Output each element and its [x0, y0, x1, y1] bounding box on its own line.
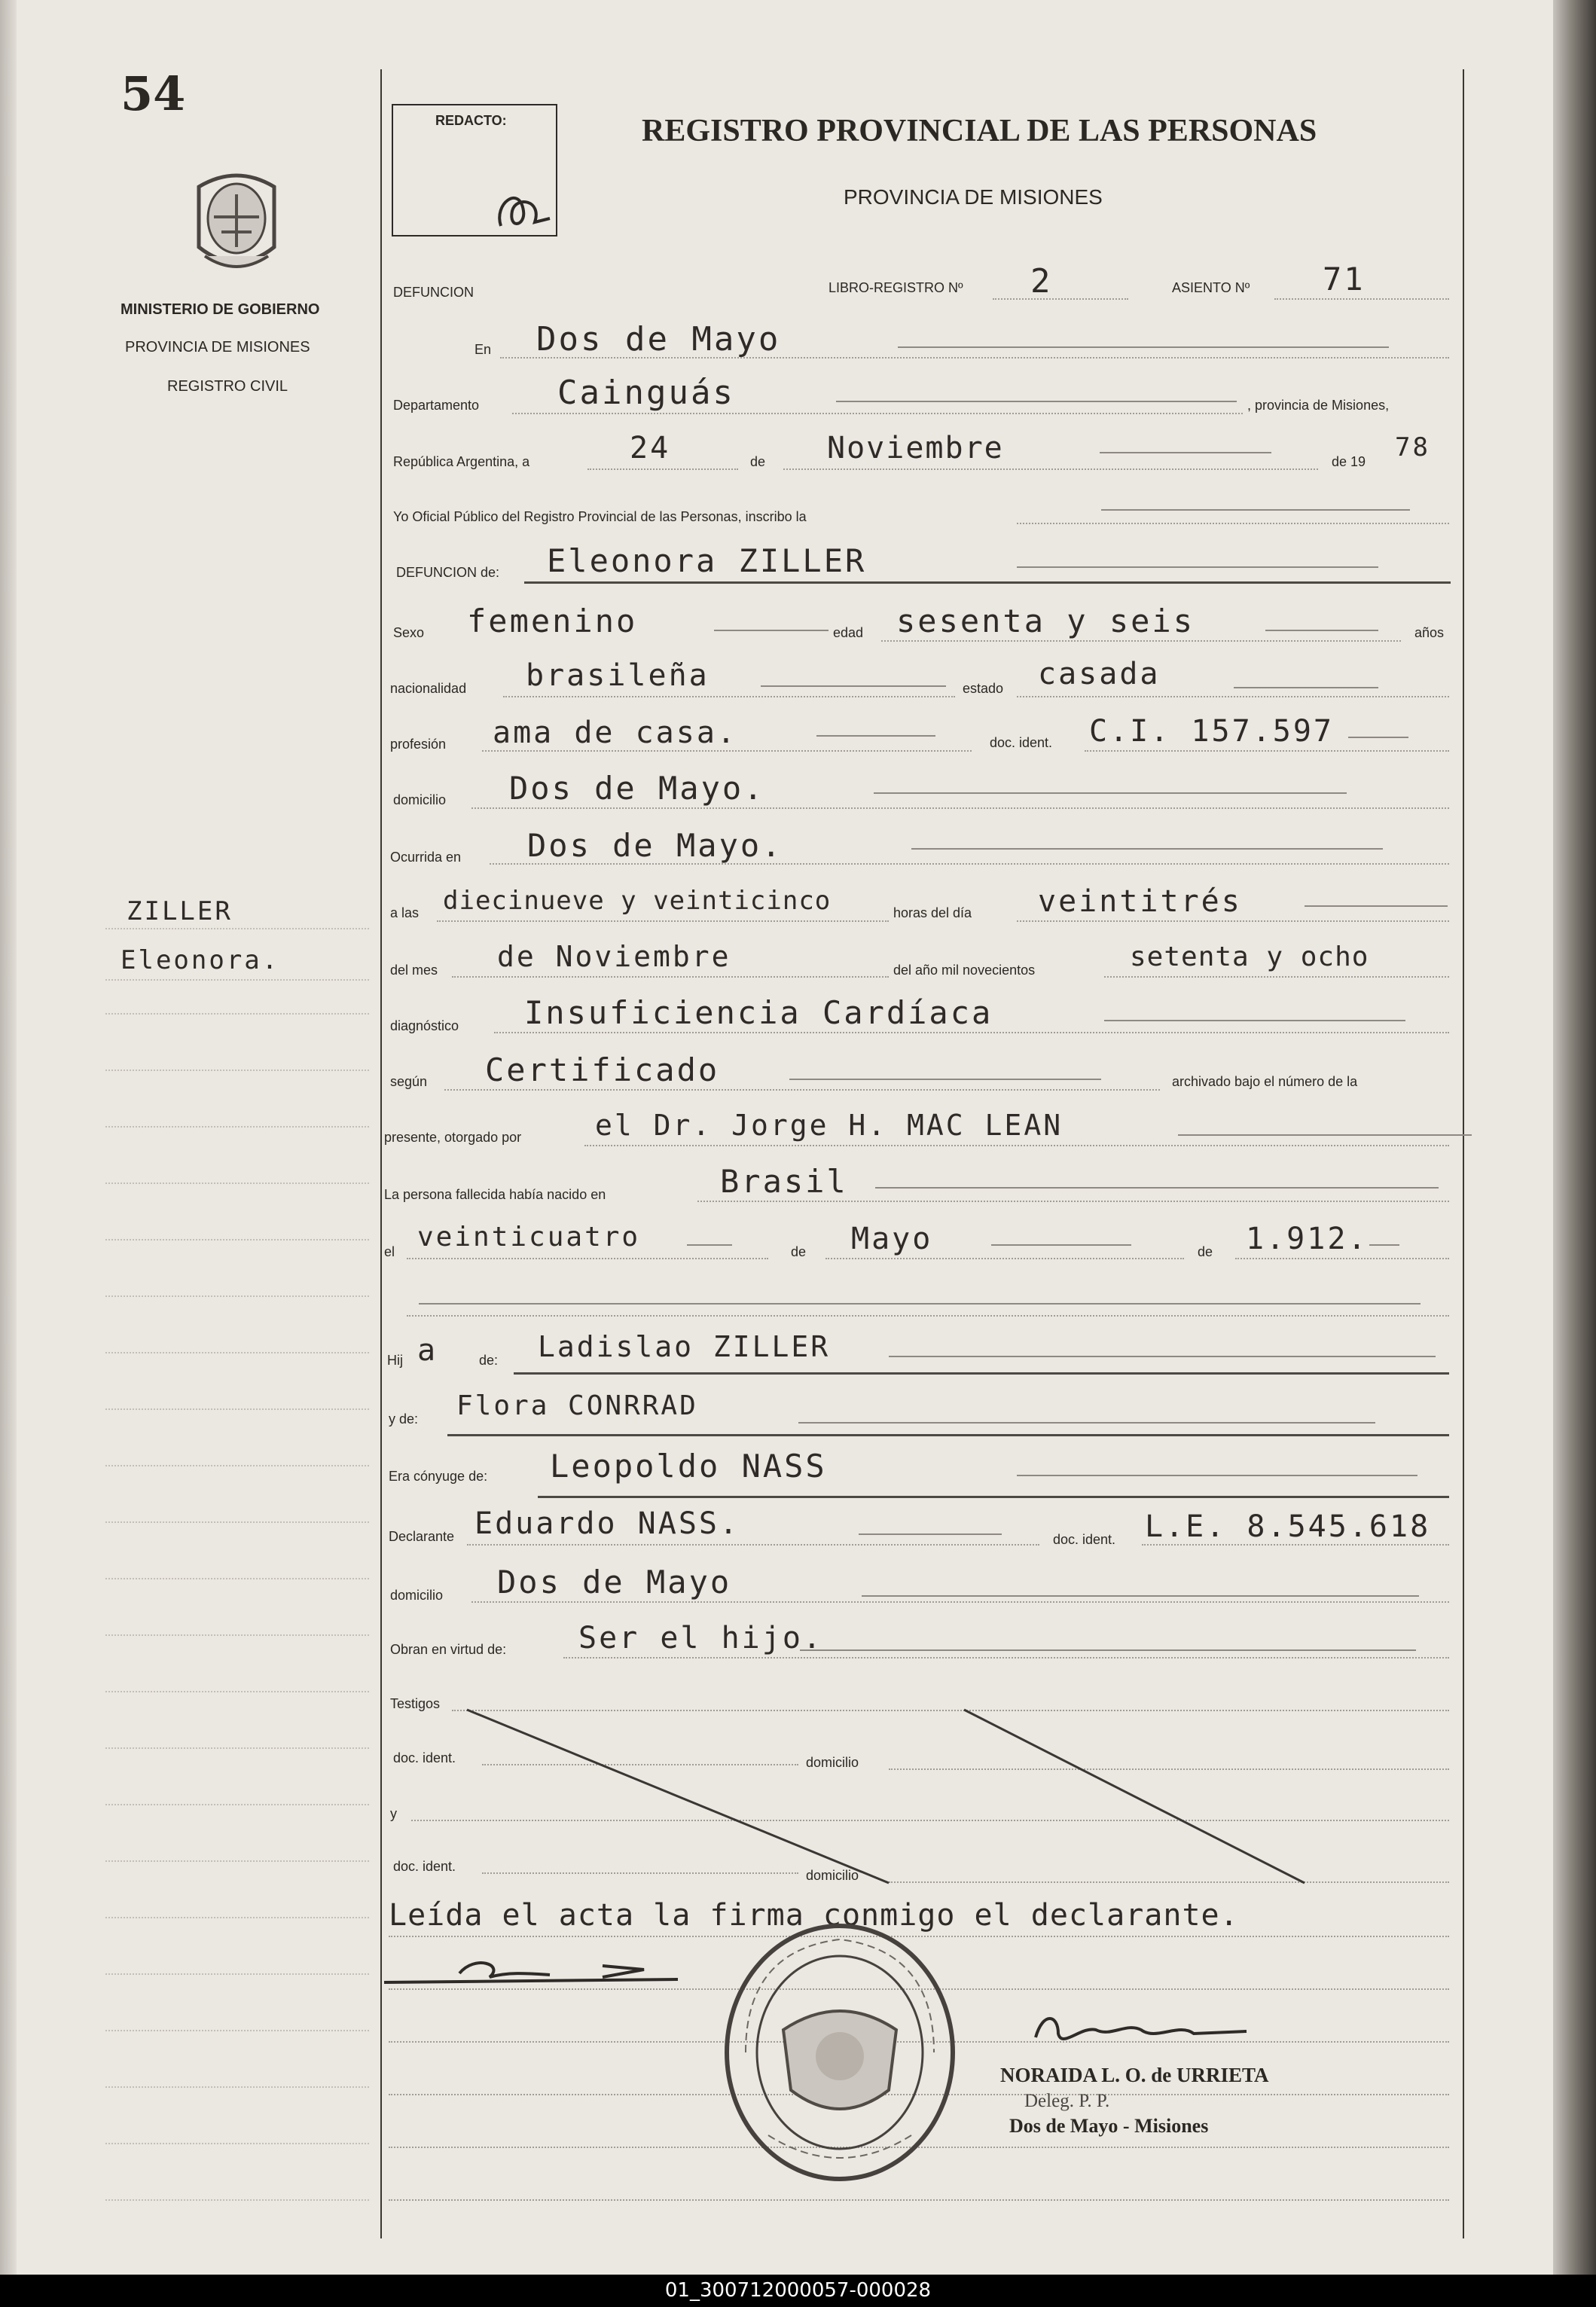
declarante-domicilio-value: Dos de Mayo	[497, 1564, 732, 1601]
mes-mid-label: del año mil novecientos	[893, 963, 1036, 978]
sexo-label: Sexo	[393, 625, 425, 640]
otorgado-value: el Dr. Jorge H. MAC LEAN	[595, 1109, 1063, 1142]
officer-place: Dos de Mayo - Misiones	[1009, 2115, 1209, 2137]
death-day: 24	[630, 431, 671, 465]
declarant-signature-icon	[377, 1943, 700, 1992]
declarante-label: Declarante	[389, 1529, 455, 1544]
mes-label: del mes	[390, 963, 438, 978]
libro-label: LIBRO-REGISTRO Nº	[829, 280, 963, 295]
testigos-y: y	[390, 1806, 397, 1821]
ministry-label: MINISTERIO DE GOBIERNO	[121, 301, 320, 318]
conyuge-label: Era cónyuge de:	[389, 1469, 488, 1484]
place-label: En	[475, 342, 492, 357]
place-value: Dos de Mayo	[536, 320, 781, 359]
testigo1-domicilio-label: domicilio	[806, 1755, 859, 1770]
testigos-label: Testigos	[390, 1696, 441, 1711]
official-seal-icon	[716, 1917, 964, 2192]
provincial-coat-of-arms-icon	[184, 164, 289, 285]
birth-day-words: veinticuatro	[417, 1222, 641, 1253]
asiento-value: 71	[1323, 261, 1366, 298]
year-label: de 19	[1332, 454, 1366, 469]
hora-label: a las	[390, 905, 420, 920]
act-type-label: DEFUNCION	[393, 285, 474, 300]
nac-de2: de	[1198, 1244, 1213, 1259]
birth-year: 1.912.	[1246, 1222, 1369, 1256]
redacto-initials-icon	[490, 181, 557, 245]
officer-name: NORAIDA L. O. de URRIETA	[1000, 2064, 1269, 2086]
doc-label: doc. ident.	[990, 735, 1053, 750]
estado-value: casada	[1038, 657, 1161, 691]
domicilio-label: domicilio	[393, 792, 447, 807]
deceased-name: Eleonora ZILLER	[547, 542, 867, 579]
profesion-label: profesión	[390, 737, 447, 752]
doc-value: C.I. 157.597	[1089, 714, 1334, 749]
declarante-domicilio-label: domicilio	[390, 1588, 444, 1603]
spouse-name: Leopoldo NASS	[550, 1448, 827, 1485]
nacionalidad-value: brasileña	[526, 658, 710, 693]
scan-reference-code: 01_300712000057-000028	[664, 2279, 932, 2302]
nacido-label: La persona fallecida había nacido en	[384, 1187, 606, 1202]
domicilio-value: Dos de Mayo.	[509, 770, 765, 807]
scan-footer	[0, 2275, 1596, 2307]
defuncion-de-label: DEFUNCION de:	[396, 565, 500, 580]
registry-subtitle: PROVINCIA DE MISIONES	[844, 185, 1103, 209]
edad-value: sesenta y seis	[896, 603, 1195, 639]
date-de: de	[750, 454, 766, 469]
hora-value: diecinueve y veinticinco	[443, 886, 832, 916]
libro-value: 2	[1030, 262, 1053, 301]
diagnostico-label: diagnóstico	[390, 1018, 459, 1033]
nacionalidad-label: nacionalidad	[390, 681, 467, 696]
hijo-de-label: de:	[479, 1353, 499, 1368]
declarante-doc-value: L.E. 8.545.618	[1145, 1509, 1431, 1544]
estado-label: estado	[963, 681, 1004, 696]
margin-name: Eleonora.	[121, 945, 280, 975]
form-left-border	[380, 69, 382, 2238]
redacto-label: REDACTO:	[435, 113, 507, 128]
inscribo-text: Yo Oficial Público del Registro Provincial de las Personas, inscribo la	[393, 509, 807, 524]
edad-suffix: años	[1414, 625, 1445, 640]
page-edge-shadow	[1553, 0, 1596, 2275]
departamento-suffix: , provincia de Misiones,	[1247, 398, 1390, 413]
officer-signature-icon	[1028, 2007, 1254, 2056]
hijo-gender-suffix: a	[417, 1333, 438, 1368]
closing-statement: Leída el acta la firma conmigo el declarante.	[389, 1898, 1239, 1933]
mes-value: de Noviembre	[497, 940, 731, 973]
sexo-value: femenino	[467, 603, 638, 639]
obran-label: Obran en virtud de:	[390, 1642, 507, 1657]
testigo2-domicilio-label: domicilio	[806, 1868, 859, 1883]
diagnostico-value: Insuficiencia Cardíaca	[524, 994, 993, 1031]
mother-name: Flora CONRRAD	[456, 1390, 698, 1421]
asiento-label: ASIENTO Nº	[1172, 280, 1250, 295]
nacido-value: Brasil	[720, 1163, 848, 1200]
hora-mid-label: horas del día	[893, 905, 972, 920]
ocurrida-value: Dos de Mayo.	[527, 827, 783, 864]
death-day-words: veintitrés	[1038, 884, 1242, 919]
testigo1-doc-label: doc. ident.	[393, 1750, 456, 1765]
departamento-value: Cainguás	[557, 374, 735, 412]
testigo2-doc-label: doc. ident.	[393, 1859, 456, 1874]
death-year-suffix: 78	[1395, 432, 1430, 462]
declarante-name: Eduardo NASS.	[475, 1506, 740, 1541]
book-binding	[0, 0, 17, 2275]
officer-title: Deleg. P. P.	[1024, 2091, 1110, 2111]
obran-value: Ser el hijo.	[578, 1621, 823, 1655]
margin-surname: ZILLER	[127, 896, 233, 926]
registry-label: REGISTRO CIVIL	[167, 378, 288, 395]
ocurrida-label: Ocurrida en	[390, 850, 462, 865]
father-name: Ladislao ZILLER	[538, 1330, 831, 1363]
death-month: Noviembre	[827, 431, 1004, 465]
hijo-label: Hij	[387, 1353, 403, 1368]
nac-de1: de	[791, 1244, 807, 1259]
nac-el-label: el	[384, 1244, 395, 1259]
declarante-doc-label: doc. ident.	[1053, 1532, 1116, 1547]
segun-label: según	[390, 1074, 428, 1089]
form-right-border	[1463, 69, 1464, 2238]
death-year-words: setenta y ocho	[1130, 941, 1369, 972]
segun-suffix: archivado bajo el número de la	[1172, 1074, 1358, 1089]
witness-void-lines	[452, 1695, 1356, 1902]
profesion-value: ama de casa.	[493, 716, 737, 750]
page-number: 54	[121, 66, 186, 121]
province-label: PROVINCIA DE MISIONES	[125, 339, 310, 356]
madre-label: y de:	[389, 1411, 419, 1427]
birth-month: Mayo	[851, 1222, 933, 1256]
date-label: República Argentina, a	[393, 454, 530, 469]
departamento-label: Departamento	[393, 398, 480, 413]
registry-title: REGISTRO PROVINCIAL DE LAS PERSONAS	[642, 114, 1317, 148]
otorgado-label: presente, otorgado por	[384, 1130, 522, 1145]
edad-label: edad	[833, 625, 864, 640]
segun-value: Certificado	[485, 1051, 720, 1088]
